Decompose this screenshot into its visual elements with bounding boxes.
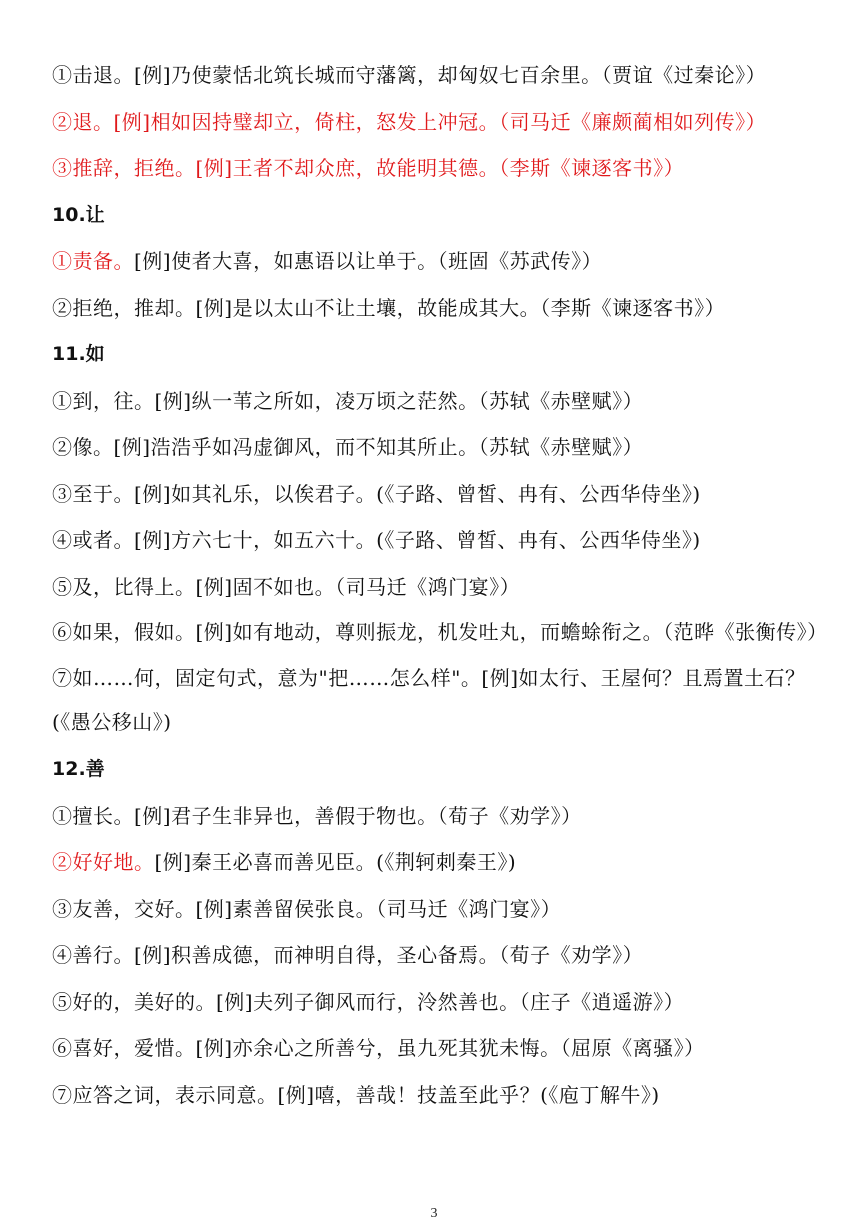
entry-shan-sense-4 bbox=[52, 932, 832, 979]
sense-text: ③至于。 bbox=[52, 481, 134, 506]
sense-text: ⑤及，比得上。 bbox=[52, 574, 196, 599]
entry-ru-sense-1 bbox=[52, 378, 832, 425]
example-text: [例]方六七十，如五六十。(《子路、曾皙、冉有、公西华侍坐》) bbox=[134, 528, 701, 552]
entry-rang-sense-1 bbox=[52, 238, 832, 285]
entry-ru-sense-7 bbox=[52, 656, 832, 744]
sense-text: ⑦如……何，固定句式，意为"把……怎么样"。 bbox=[52, 666, 482, 690]
sense-text: ②拒绝，推却。 bbox=[52, 295, 196, 320]
entry-shan-sense-5 bbox=[52, 979, 832, 1026]
document-page bbox=[52, 52, 832, 1118]
sense-text: ①到，往。 bbox=[52, 388, 155, 413]
example-text: [例]纵一苇之所如，凌万顷之茫然。（苏轼《赤壁赋》） bbox=[154, 388, 644, 413]
example-text: [例]王者不却众庶，故能明其德。（李斯《谏逐客书》） bbox=[195, 156, 685, 180]
example-text: [例]如其礼乐，以俟君子。(《子路、曾皙、冉有、公西华侍坐》) bbox=[134, 481, 701, 506]
example-text: [例]相如因持璧却立，倚柱，怒发上冲冠。（司马迁《廉颇蔺相如列传》） bbox=[113, 109, 767, 134]
example-text: [例]如太行、王屋何？且焉置土石？(《愚公移山》) bbox=[52, 666, 806, 734]
sense-text: ⑤好的，美好的。 bbox=[52, 989, 216, 1014]
sense-text: ②好好地。 bbox=[52, 850, 155, 874]
sense-text: ③友善，交好。 bbox=[52, 896, 196, 921]
example-text: [例]夫列子御风而行，泠然善也。（庄子《逍遥游》） bbox=[216, 989, 685, 1014]
entry-shan-sense-2 bbox=[52, 839, 832, 886]
section-heading-11: 11.如 bbox=[52, 343, 105, 365]
entry-ru-sense-6 bbox=[52, 610, 832, 654]
entry-shan-sense-7 bbox=[52, 1072, 832, 1119]
sense-text: ③推辞，拒绝。 bbox=[52, 156, 196, 180]
entry-ru-sense-3 bbox=[52, 471, 832, 518]
sense-text: ②像。 bbox=[52, 435, 114, 459]
entry-rang-sense-2 bbox=[52, 285, 832, 332]
example-text: [例]素善留侯张良。（司马迁《鸿门宴》） bbox=[195, 896, 562, 921]
example-text: [例]亦余心之所善兮，虽九死其犹未悔。（屈原《离骚》） bbox=[195, 1036, 705, 1060]
page-number: 3 bbox=[430, 1206, 438, 1221]
sense-text: ②退。 bbox=[52, 109, 114, 134]
sense-text: ④善行。 bbox=[52, 943, 134, 967]
entry-shan-sense-1 bbox=[52, 793, 832, 840]
example-text: [例]积善成德，而神明自得，圣心备焉。（荀子《劝学》） bbox=[134, 943, 644, 967]
example-text: [例]是以太山不让土壤，故能成其大。（李斯《谏逐客书》） bbox=[195, 295, 726, 320]
example-text: [例]浩浩乎如冯虚御风，而不知其所止。（苏轼《赤壁赋》） bbox=[113, 435, 644, 459]
example-text: [例]使者大喜，如惠语以让单于。（班固《苏武传》） bbox=[134, 249, 603, 273]
entry-que-sense-3 bbox=[52, 145, 832, 192]
entry-que-sense-1 bbox=[52, 52, 832, 99]
example-text: [例]嘻，善哉！技盖至此乎？(《庖丁解牛》) bbox=[277, 1082, 660, 1107]
entry-shan-sense-3 bbox=[52, 886, 832, 933]
entry-shan-sense-6 bbox=[52, 1025, 832, 1072]
example-text: [例]君子生非异也，善假于物也。（荀子《劝学》） bbox=[134, 803, 582, 828]
section-heading-12: 12.善 bbox=[52, 758, 105, 780]
example-text: [例]固不如也。（司马迁《鸿门宴》） bbox=[195, 574, 521, 599]
sense-text: ⑥如果，假如。 bbox=[52, 620, 196, 644]
entry-ru-sense-5 bbox=[52, 564, 832, 611]
example-text: [例]乃使蒙恬北筑长城而守藩篱，却匈奴七百余里。（贾谊《过秦论》） bbox=[134, 63, 767, 87]
sense-text: ①击退。 bbox=[52, 63, 134, 87]
entry-que-sense-2 bbox=[52, 99, 832, 146]
sense-text: ①责备。 bbox=[52, 249, 134, 273]
example-text: [例]秦王必喜而善见臣。(《荆轲刺秦王》) bbox=[154, 850, 517, 874]
sense-text: ①擅长。 bbox=[52, 803, 134, 828]
section-heading-10: 10.让 bbox=[52, 203, 105, 226]
entry-ru-sense-4 bbox=[52, 517, 832, 564]
sense-text: ④或者。 bbox=[52, 528, 134, 552]
example-text: [例]如有地动，尊则振龙，机发吐丸，而蟾蜍衔之。（范晔《张衡传》） bbox=[195, 620, 828, 644]
sense-text: ⑥喜好，爱惜。 bbox=[52, 1036, 196, 1060]
entry-ru-sense-2 bbox=[52, 424, 832, 471]
sense-text: ⑦应答之词，表示同意。 bbox=[52, 1082, 278, 1107]
